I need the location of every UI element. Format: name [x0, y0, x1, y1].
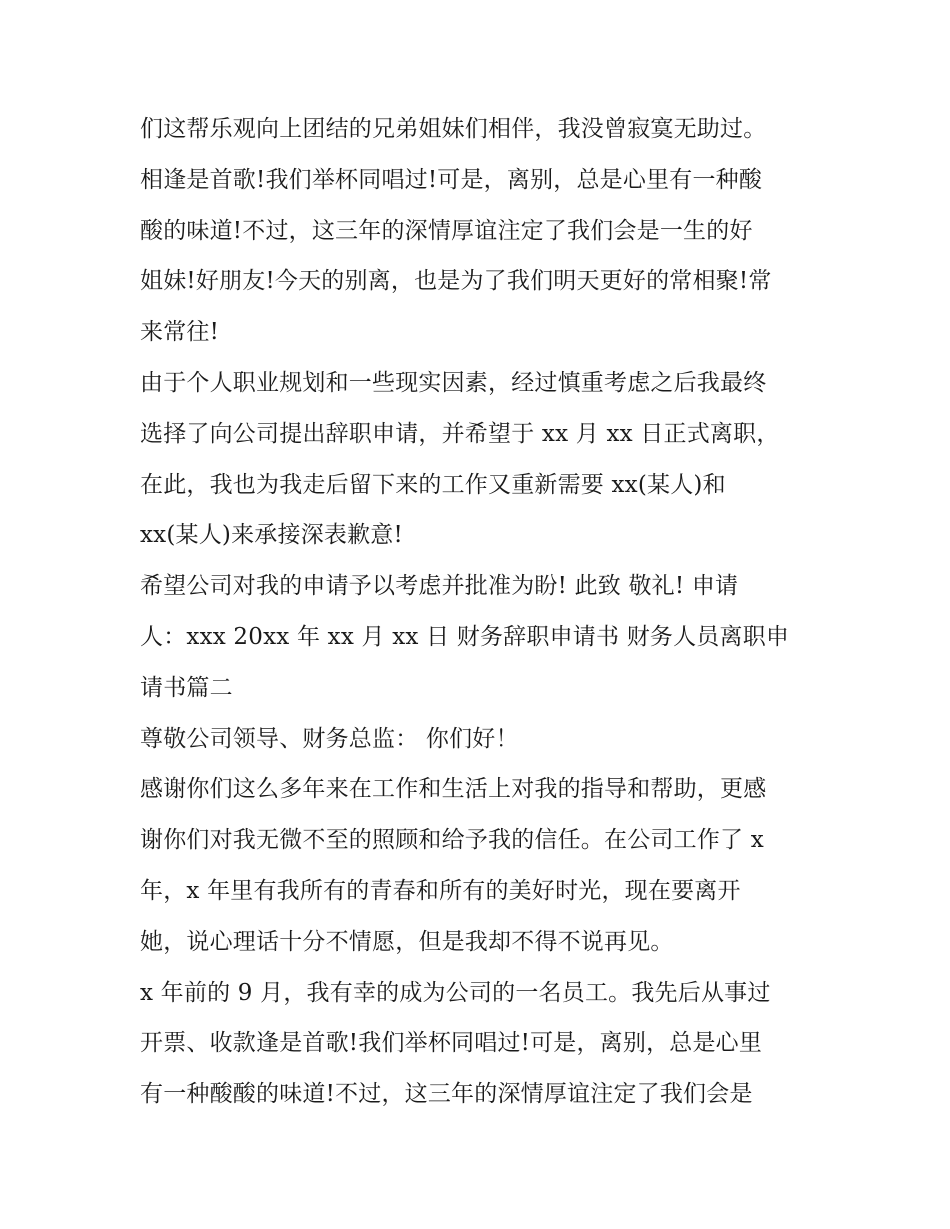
text-line: 开票、收款逢是首歌!我们举杯同唱过!可是，离别，总是心里	[140, 1030, 763, 1057]
text-line: 姐妹!好朋友!今天的别离，也是为了我们明天更好的常相聚!常	[140, 268, 772, 295]
text-line: xx(某人)来承接深表歉意!	[140, 522, 403, 549]
text-line: 有一种酸酸的味道!不过，这三年的深情厚谊注定了我们会是	[140, 1081, 753, 1108]
text-line: 她，说心理话十分不情愿，但是我却不得不说再见。	[140, 928, 674, 955]
text-line: 在此，我也为我走后留下来的工作又重新需要 xx(某人)和	[140, 471, 726, 498]
text-line: 感谢你们这么多年来在工作和生活上对我的指导和帮助，更感	[140, 776, 767, 803]
text-line: 年，x 年里有我所有的青春和所有的美好时光，现在要离开	[140, 877, 741, 904]
text-line: 人：xxx 20xx 年 xx 月 xx 日 财务辞职申请书 财务人员离职申	[140, 623, 790, 650]
text-line: x 年前的 9 月，我有幸的成为公司的一名员工。我先后从事过	[140, 979, 771, 1006]
text-line: 酸的味道!不过，这三年的深情厚谊注定了我们会是一生的好	[140, 217, 753, 244]
text-line: 由于个人职业规划和一些现实因素，经过慎重考虑之后我最终	[140, 369, 767, 396]
text-line: 谢你们对我无微不至的照顾和给予我的信任。在公司工作了 x	[140, 827, 764, 854]
text-line: 们这帮乐观向上团结的兄弟姐妹们相伴，我没曾寂寞无助过。	[140, 116, 767, 142]
text-line: 尊敬公司领导、财务总监： 你们好！	[140, 725, 519, 752]
text-line: 选择了向公司提出辞职申请，并希望于 xx 月 xx 日正式离职，	[140, 420, 780, 447]
document-body	[140, 104, 820, 1120]
text-line: 相逢是首歌!我们举杯同唱过!可是，离别，总是心里有一种酸	[140, 166, 763, 193]
text-line: 希望公司对我的申请予以考虑并批准为盼! 此致 敬礼! 申请	[140, 573, 739, 600]
text-line: 来常往!	[140, 319, 220, 346]
text-line: 请书篇二	[140, 674, 233, 701]
